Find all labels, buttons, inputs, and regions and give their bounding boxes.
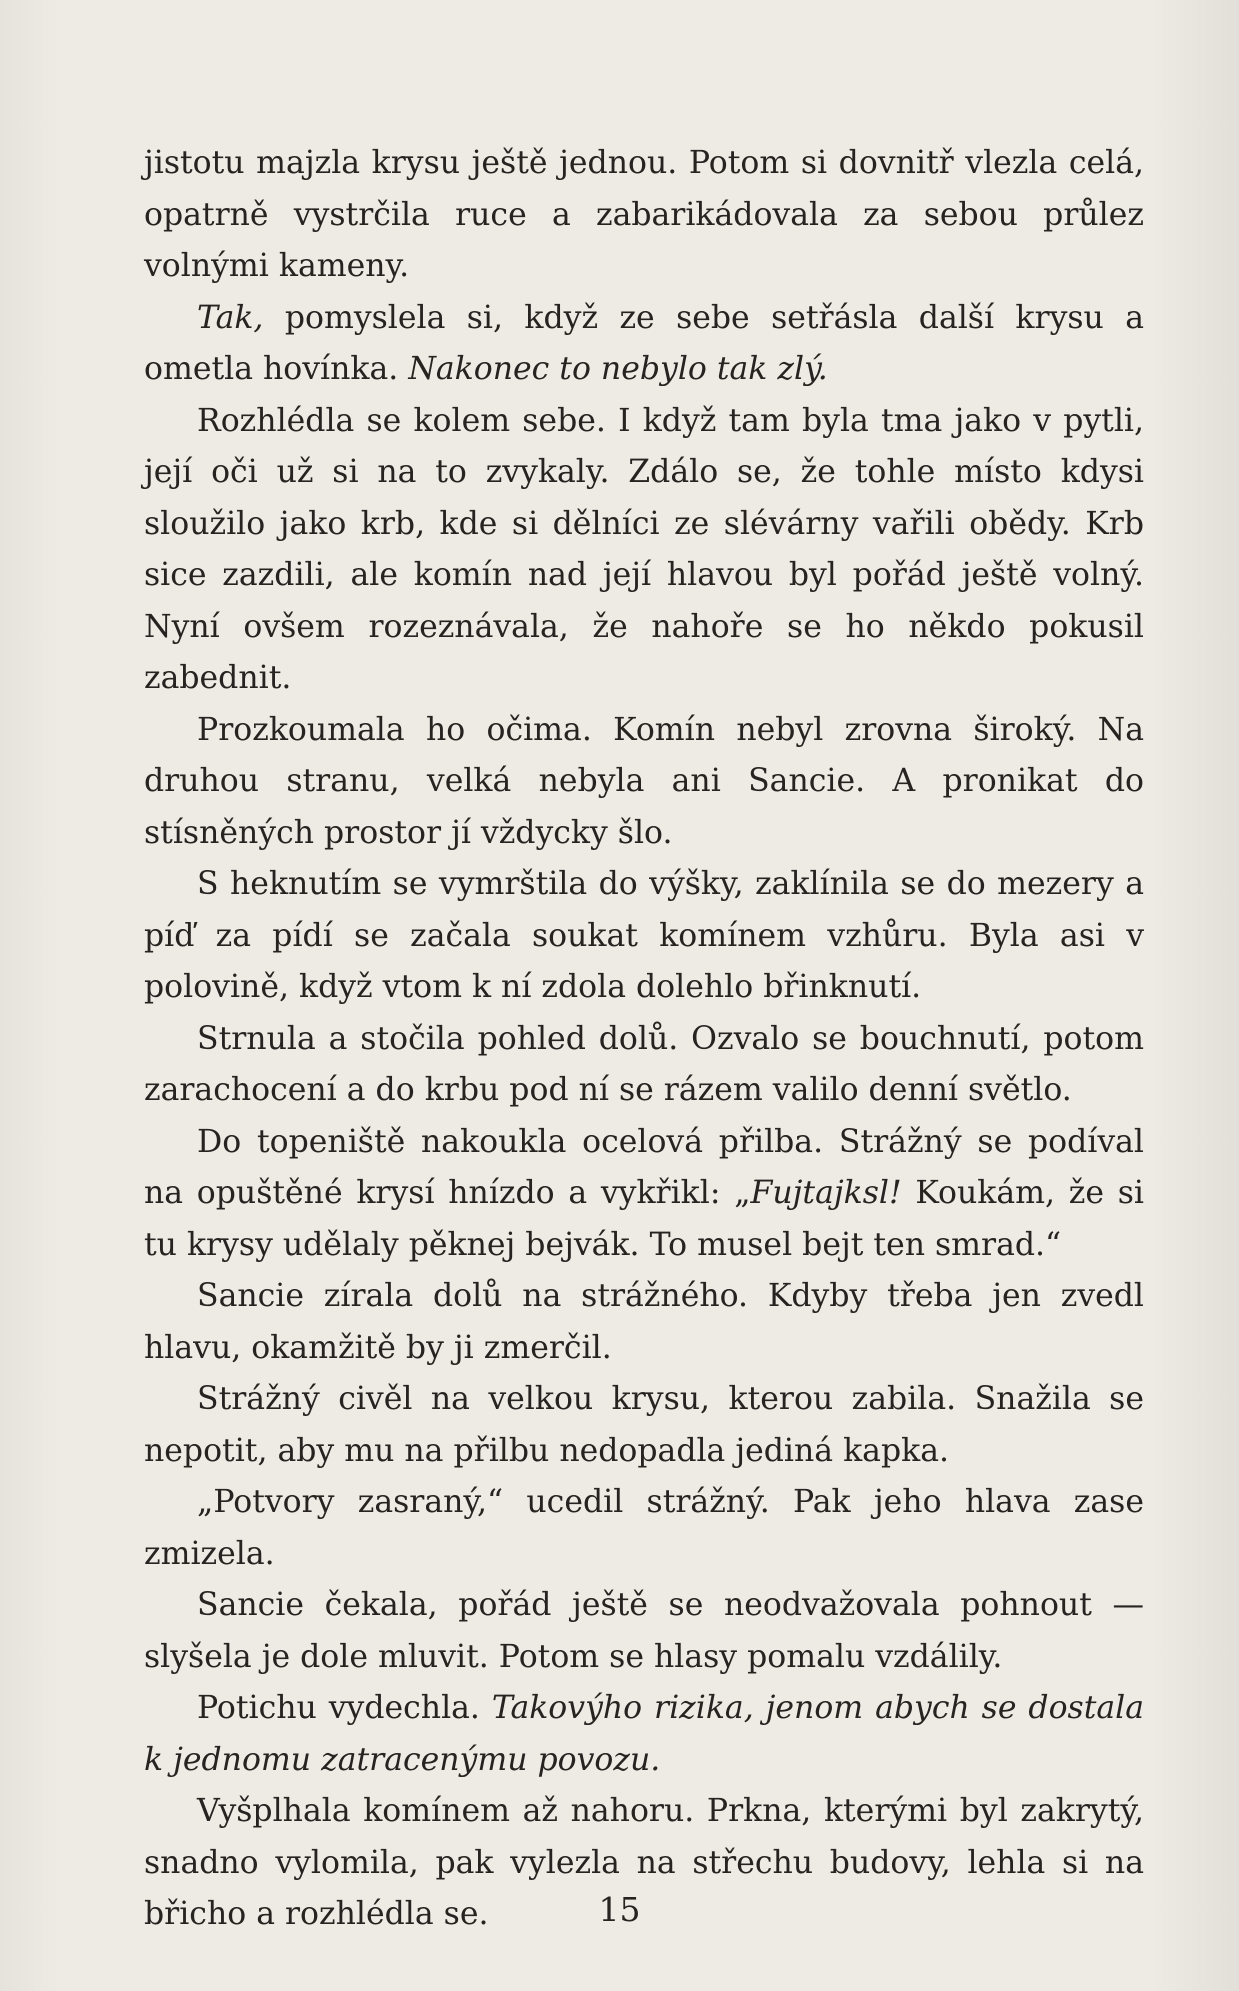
italic-text: Fujtajksl!	[750, 1175, 902, 1211]
paragraph	[144, 396, 1144, 705]
page-number: 15	[598, 1890, 641, 1929]
paragraph-text: Koukám, že si tu krysy udělaly pěknej bejvák. To musel bejt ten smrad.“	[144, 1175, 1144, 1263]
paragraph-text: Rozhlédla se kolem sebe. I když tam byla tma jako v pytli, její oči už si na to zvykaly. Zdálo se, že tohle místo kdysi sloužilo jako krb, kde si dělníci ze slévárny vařili obědy. Krb sice zazdili, ale komín nad její hlavou byl pořád ještě volný. Nyní ovšem rozeznávala, že nahoře se ho někdo pokusil zabednit.	[144, 402, 1144, 696]
italic-text: Tak,	[197, 299, 264, 336]
paragraph-text: Potichu vydechla.	[197, 1690, 492, 1726]
paragraph-text: „Potvory zasraný,“ ucedil strážný. Pak jeho hlava zase zmizela.	[144, 1484, 1144, 1572]
paragraph	[144, 1117, 1144, 1272]
paragraph-text: Prozkoumala ho očima. Komín nebyl zrovna široký. Na druhou stranu, velká nebyla ani Sancie. A pronikat do stísněných prostor jí vždycky šlo.	[144, 711, 1144, 851]
body-text	[144, 138, 1144, 1941]
paragraph-text: jistotu majzla krysu ještě jednou. Potom si dovnitř vlezla celá, opatrně vystrčila ruce a zabarikádovala za sebou průlez volnými kameny.	[144, 145, 1144, 284]
paragraph-text: Sancie zírala dolů na strážného. Kdyby třeba jen zvedl hlavu, okamžitě by ji zmerčil.	[144, 1278, 1144, 1366]
paragraph	[144, 1271, 1144, 1374]
paragraph-text: pomyslela si, když ze sebe setřásla další krysu a ometla hovínka.	[144, 299, 1144, 387]
paragraph	[144, 293, 1144, 396]
italic-text: Takovýho rizika, jenom abych se dostala k jednomu zatracenýmu povozu.	[144, 1690, 1144, 1778]
paragraph-text: Vyšplhala komínem až nahoru. Prkna, kterými byl zakrytý, snadno vylomila, pak vylezla na střechu budovy, lehla si na břicho a rozhlédla se.	[144, 1793, 1144, 1932]
paragraph	[144, 1683, 1144, 1786]
paragraph	[144, 859, 1144, 1014]
paragraph	[144, 1014, 1144, 1117]
paragraph	[144, 1580, 1144, 1683]
paragraph-text: Sancie čekala, pořád ještě se neodvažovala pohnout — slyšela je dole mluvit. Potom se hlasy pomalu vzdálily.	[144, 1587, 1144, 1675]
paragraph-text: S heknutím se vymrštila do výšky, zaklínila se do mezery a píď za pídí se začala soukat komínem vzhůru. Byla asi v polovině, když vtom k ní zdola dolehlo břinknutí.	[144, 866, 1144, 1005]
paragraph	[144, 138, 1144, 293]
italic-text: Nakonec to nebylo tak zlý.	[408, 351, 828, 387]
paragraph-text: Strážný civěl na velkou krysu, kterou zabila. Snažila se nepotit, aby mu na přilbu nedopadla jediná kapka.	[144, 1381, 1144, 1469]
paragraph-text: Do topeniště nakoukla ocelová přilba. Strážný se podíval na opuštěné krysí hnízdo a vykřikl: „	[144, 1123, 1144, 1211]
paragraph	[144, 1477, 1144, 1580]
paragraph-text: Strnula a stočila pohled dolů. Ozvalo se bouchnutí, potom zarachocení a do krbu pod ní se rázem valilo denní světlo.	[144, 1020, 1144, 1108]
paragraph	[144, 1374, 1144, 1477]
paragraph	[144, 705, 1144, 860]
